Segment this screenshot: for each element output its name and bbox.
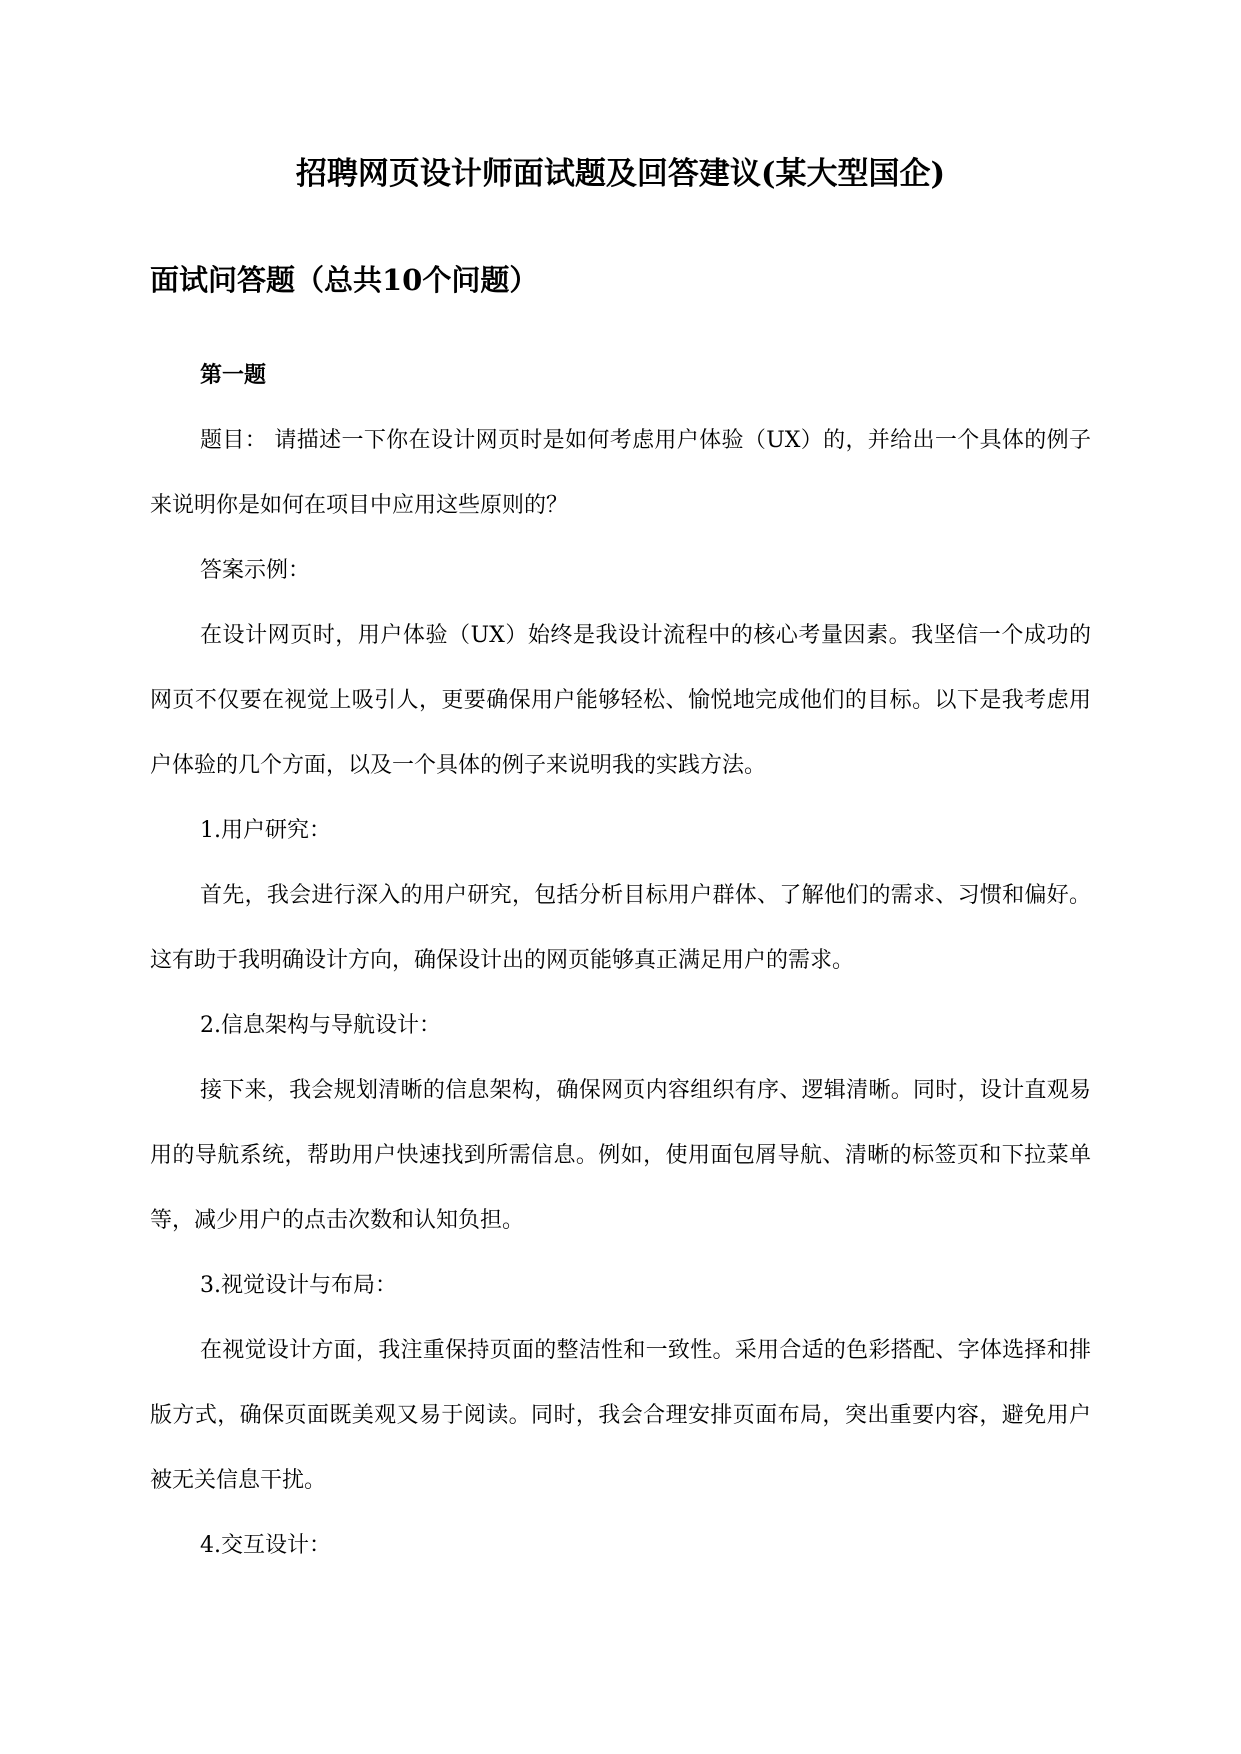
question-block <box>150 343 1091 1578</box>
answer-intro: 在设计网页时，用户体验（UX）始终是我设计流程中的核心考量因素。我坚信一个成功的网页不仅要在视觉上吸引人，更要确保用户能够轻松、愉悦地完成他们的目标。以下是我考虑用户体验的几个方面，以及一个具体的例子来说明我的实践方法。 <box>150 623 1091 778</box>
point-heading: 2.信息架构与导航设计： <box>200 1013 441 1038</box>
answer-label: 答案示例： <box>200 558 311 583</box>
question-number: 第一题 <box>200 362 267 388</box>
question-prompt: 题目： 请描述一下你在设计网页时是如何考虑用户体验（UX）的，并给出一个具体的例子来说明你是如何在项目中应用这些原则的？ <box>150 428 1091 518</box>
point-body: 接下来，我会规划清晰的信息架构，确保网页内容组织有序、逻辑清晰。同时，设计直观易用的导航系统，帮助用户快速找到所需信息。例如，使用面包屑导航、清晰的标签页和下拉菜单等，减少用户的点击次数和认知负担。 <box>150 1078 1091 1233</box>
point-heading: 1.用户研究： <box>200 818 331 843</box>
section-heading: 面试问答题（总共10个问题） <box>150 263 539 297</box>
point-heading: 4.交互设计： <box>200 1533 331 1558</box>
document-title: 招聘网页设计师面试题及回答建议(某大型国企) <box>295 156 946 192</box>
point-body: 在视觉设计方面，我注重保持页面的整洁性和一致性。采用合适的色彩搭配、字体选择和排版方式，确保页面既美观又易于阅读。同时，我会合理安排页面布局，突出重要内容，避免用户被无关信息干扰。 <box>150 1338 1091 1493</box>
point-heading: 3.视觉设计与布局： <box>200 1273 397 1298</box>
point-body: 首先，我会进行深入的用户研究，包括分析目标用户群体、了解他们的需求、习惯和偏好。这有助于我明确设计方向，确保设计出的网页能够真正满足用户的需求。 <box>150 883 1091 973</box>
